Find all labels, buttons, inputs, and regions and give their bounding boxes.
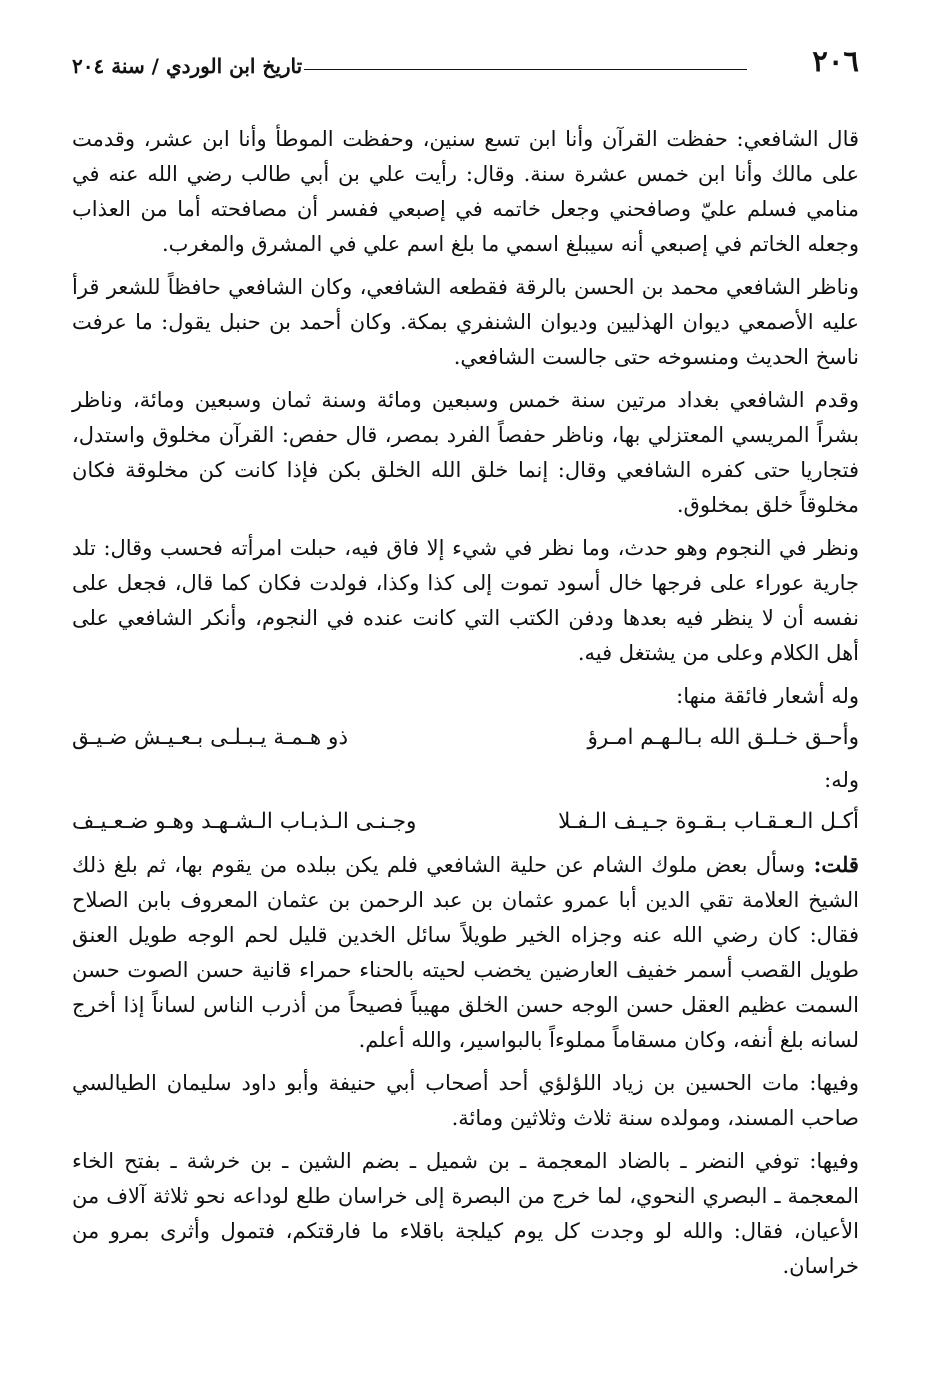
page-header: [72, 30, 859, 78]
verse-1-second-hemistich: ذو هـمـة يـبـلـى بـعـيـش ضـيـق: [72, 725, 349, 750]
page-body: [72, 122, 859, 1284]
paragraph-3: وقدم الشافعي بغداد مرتين سنة خمس وسبعين ومائة وسنة ثمان وسبعين ومائة، وناظر بشراً المريسي المعتزلي بها، وناظر حفصاً الفرد بمصر، قال حفص: القرآن مخلوق واستدل، فتجاريا حتى كفره الشافعي وقال: إنما خلق الله الخلق بكن فإذا كانت كن مخلوقة فكان مخلوقاً خلق بمخلوق.: [72, 388, 859, 517]
page-number: ٢٠٦: [812, 44, 859, 78]
verse-2-first-hemistich: أكـل الـعـقـاب بـقـوة جـيـف الـفـلا: [558, 809, 859, 834]
paragraph-5: [72, 847, 859, 1058]
header-rule: [304, 69, 747, 70]
verse-intro-1: وله أشعار فائقة منها:: [676, 684, 859, 708]
verse-1-first-hemistich: وأحـق خـلـق الله بـالـهـم امـرؤ: [587, 725, 859, 750]
paragraph-1: قال الشافعي: حفظت القرآن وأنا ابن تسع سنين، وحفظت الموطأ وأنا ابن عشر، وقدمت على مالك وأنا ابن خمس عشرة سنة. وقال: رأيت علي بن أبي طالب رضي الله عنه في منامي فسلم عليّ وصافحني وجعل خاتمه في إصبعي ففسر أن مصافحته أما من العذاب وجعله الخاتم في إصبعي أنه سيبلغ اسمي ما بلغ اسم علي في المشرق والمغرب.: [72, 127, 859, 256]
running-title: تاريخ ابن الوردي / سنة ٢٠٤: [72, 54, 303, 78]
qult-label: قلت:: [813, 852, 859, 877]
verse-intro-2: وله:: [824, 768, 859, 792]
verse-1: [72, 720, 859, 755]
paragraph-5-text: وسأل بعض ملوك الشام عن حلية الشافعي فلم يكن ببلده من يقوم بها، ثم بلغ ذلك الشيخ العلامة تقي الدين أبا عمرو عثمان بن عبد الرحمن بن عثمان المعروف بابن الصلاح فقال: كان رضي الله عنه وجزاه الخير طويلاً سائل الخدين قليل لحم الوجه طويل العنق طويل القصب أسمر خفيف العارضين يخضب لحيته بالحناء حمراء قانية حسن الصوت حسن السمت عظيم العقل حسن الوجه حسن الخلق مهيباً فصيحاً من أذرب الناس لساناً إذا أخرج لسانه بلغ أنفه، وكان مسقاماً مملوءاً بالبواسير، والله أعلم.: [72, 853, 859, 1052]
verse-2: [72, 804, 859, 839]
verse-2-second-hemistich: وجـنـى الـذبـاب الـشـهـد وهـو ضـعـيـف: [72, 809, 417, 834]
paragraph-4: ونظر في النجوم وهو حدث، وما نظر في شيء إلا فاق فيه، حبلت امرأته فحسب وقال: تلد جارية عوراء على فرجها خال أسود تموت إلى كذا وكذا، فولدت فكان كما قال، فجعل على نفسه أن لا ينظر فيه بعدها ودفن الكتب التي كانت عنده في النجوم، وأنكر الشافعي على أهل الكلام وعلى من يشتغل فيه.: [72, 536, 859, 665]
paragraph-2: وناظر الشافعي محمد بن الحسن بالرقة فقطعه الشافعي، وكان الشافعي حافظاً للشعر قرأ عليه الأصمعي ديوان الهذليين وديوان الشنفري بمكة. وكان أحمد بن حنبل يقول: ما عرفت ناسخ الحديث ومنسوخه حتى جالست الشافعي.: [72, 275, 859, 369]
paragraph-7: وفيها: توفي النضر ـ بالضاد المعجمة ـ بن شميل ـ بضم الشين ـ بن خرشة ـ بفتح الخاء المعجمة ـ البصري النحوي، لما خرج من البصرة إلى خراسان طلع لوداعه نحو ثلاثة آلاف من الأعيان، فقال: والله لو وجدت كل يوم كيلجة باقلاء ما فارقتكم، فتمول وأثرى بمرو من خراسان.: [72, 1149, 859, 1278]
paragraph-6: وفيها: مات الحسين بن زياد اللؤلؤي أحد أصحاب أبي حنيفة وأبو داود سليمان الطيالسي صاحب المسند، ومولده سنة ثلاث وثلاثين ومائة.: [72, 1071, 859, 1130]
